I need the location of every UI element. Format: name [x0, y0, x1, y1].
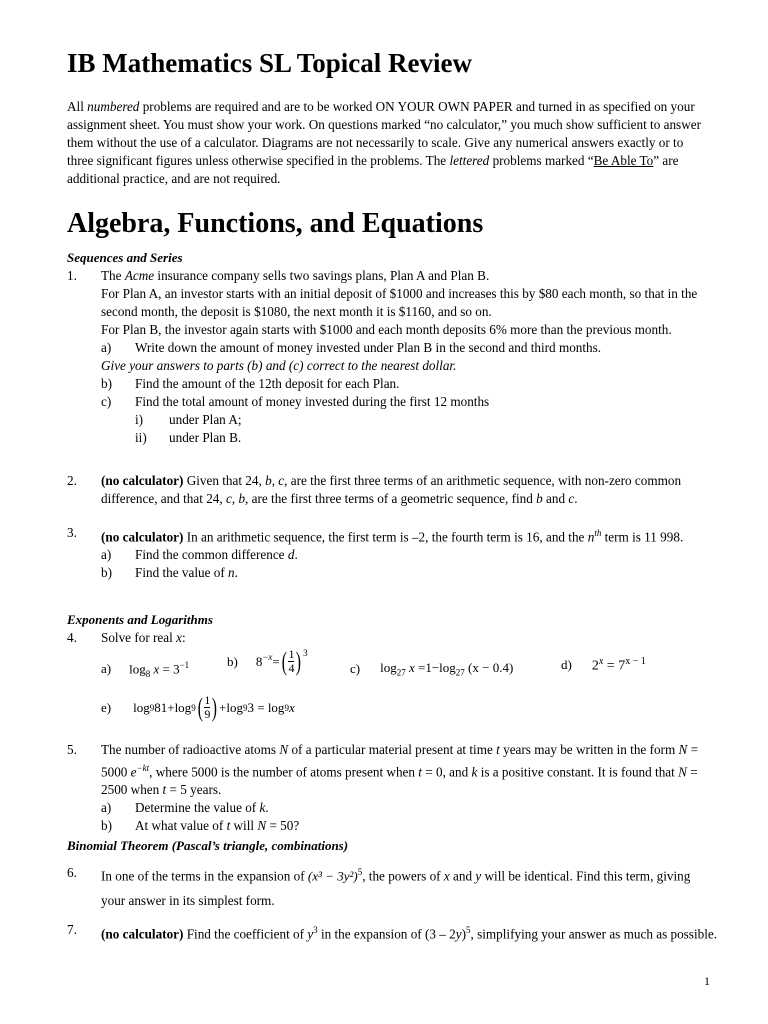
math-sup: x: [598, 656, 604, 667]
part-text: [135, 564, 717, 582]
numerator: 1: [204, 693, 211, 707]
text: = 0, and: [421, 764, 472, 780]
text: k: [259, 800, 266, 816]
note-text: Give your answers to parts (b) and (c) correct to the nearest dollar.: [101, 358, 457, 373]
text: b: [536, 491, 543, 506]
part-text: under Plan A;: [169, 412, 242, 427]
paren-left: (: [197, 692, 203, 722]
part-label: a): [101, 340, 112, 355]
part-text: [135, 546, 717, 564]
question-number: 3.: [67, 525, 77, 540]
text: Acme: [124, 268, 155, 283]
equation-4e: [133, 694, 295, 721]
question-text: For Plan B, the investor again starts with $1000 and each month deposits 6% more than the previous month.: [101, 322, 672, 337]
text: , where 5000 is the number of atoms present when: [149, 764, 419, 780]
part-label: c): [350, 660, 361, 676]
question-4: [67, 629, 717, 647]
text: y: [455, 926, 462, 942]
question-5: [67, 741, 717, 835]
part-label: b): [101, 376, 112, 391]
text: N: [678, 764, 687, 780]
part-b: [101, 817, 717, 835]
intro-lettered: lettered: [449, 153, 490, 168]
problem-4b: [227, 648, 308, 675]
math-text: (x − 0.4): [468, 660, 514, 675]
text: in the expansion of (3 – 2: [317, 926, 456, 942]
question-number: 6.: [67, 865, 77, 880]
text: N: [257, 818, 267, 834]
denominator: 9: [204, 707, 211, 721]
math-sup: 5: [357, 867, 363, 877]
text: At what value of: [135, 818, 227, 834]
text: = 5 years.: [166, 782, 222, 798]
math-text: 2: [591, 658, 599, 674]
math-sub: 9: [149, 702, 155, 713]
text: ): [461, 926, 467, 942]
text: y: [475, 868, 482, 884]
math-text: 8: [255, 653, 263, 669]
math-sub: 9: [191, 702, 196, 713]
question-number: 5.: [67, 742, 77, 757]
intro-text: ” are additional practice, and are not required.: [67, 153, 679, 186]
question-number: 4.: [67, 630, 77, 645]
question-text: [101, 472, 717, 508]
text: c: [568, 491, 575, 506]
text: t: [162, 782, 167, 798]
math-sup: 3: [303, 648, 308, 658]
part-label: b): [227, 653, 238, 669]
part-text: [135, 817, 717, 835]
part-label: b): [101, 565, 112, 581]
math-sub: 9: [242, 702, 248, 713]
text: Given that 24,: [183, 473, 266, 488]
part-text: [135, 799, 717, 817]
intro-numbered: numbered: [87, 99, 140, 114]
part-c: [101, 393, 717, 411]
math-sup: −x: [262, 652, 273, 662]
text: c: [226, 491, 232, 506]
text: years may be written in the form: [499, 742, 679, 757]
part-label: d): [561, 657, 572, 673]
text: will be identical. Find this term, giving your answer in its simplest form.: [101, 868, 691, 909]
question-1: [67, 267, 717, 447]
question-number: 2.: [67, 473, 77, 488]
problem-4e: [101, 694, 295, 721]
text: and: [542, 491, 569, 506]
fraction: [288, 648, 294, 675]
question-text: [101, 267, 717, 285]
problem-4a: [101, 660, 189, 679]
part-text: under Plan B.: [169, 430, 242, 445]
text: insurance company sells two savings plans, Plan A and Plan B.: [154, 268, 490, 283]
text: Find the common difference: [135, 547, 288, 563]
math-text: x: [288, 699, 295, 715]
part-b: [101, 564, 717, 582]
intro-text: problems are required and are to be worked ON YOUR OWN PAPER and turned in as specified on your assignment sheet. You must show your work. On questions marked “no calculator,” you much show sufficient to answer them without the use of a calculator. Diagrams are not necessarily to scale. Give any numerical answers exactly or to three significant figures unless otherwise specified in the problems. The: [67, 99, 701, 168]
text: −kt: [136, 763, 150, 773]
text: In one of the terms in the expansion of: [101, 868, 308, 884]
text: and: [449, 868, 476, 884]
part-text: Find the amount of the 12th deposit for each Plan.: [135, 376, 400, 391]
math-sub: 9: [284, 702, 289, 713]
text: y: [307, 926, 314, 942]
text: b: [238, 491, 246, 506]
text: ,: [271, 473, 279, 488]
question-6: [67, 860, 717, 913]
page-title: IB Mathematics SL Topical Review: [67, 48, 473, 78]
no-calculator-label: (no calculator): [101, 529, 184, 545]
subsection-heading-binomial: Binomial Theorem (Pascal’s triangle, combinations): [67, 838, 349, 853]
math-sup: −1: [179, 660, 190, 670]
paren-right: ): [212, 692, 218, 722]
question-2: [67, 472, 717, 508]
part-a: [101, 339, 717, 357]
question-3: [67, 524, 717, 582]
fraction: [204, 694, 210, 721]
text: :: [181, 630, 186, 645]
question-number: 7.: [67, 922, 77, 937]
math-text: x: [405, 660, 415, 675]
part-label: ii): [135, 430, 147, 445]
paren-left: (: [281, 646, 287, 676]
no-calculator-label: (no calculator): [101, 926, 184, 942]
text: c: [278, 473, 285, 488]
text: N: [279, 742, 289, 757]
part-b: [101, 375, 717, 393]
text: .: [574, 491, 578, 506]
text: In an arithmetic sequence, the first term is –2, the fourth term is 16, and the: [183, 529, 588, 545]
text: t: [226, 818, 231, 834]
numerator: 1: [288, 647, 295, 661]
math-sup: 3: [313, 925, 318, 935]
no-calculator-label: (no calculator): [101, 473, 184, 488]
part-a: [101, 546, 717, 564]
part-c-ii: [135, 429, 717, 447]
text: , are the first three terms of a geometric sequence, find: [245, 491, 537, 506]
text: The: [101, 268, 125, 283]
math-expression: (x³ − 3y²): [307, 868, 358, 884]
part-a: [101, 799, 717, 817]
text: d: [287, 547, 295, 563]
part-label: b): [101, 818, 112, 834]
question-text: [101, 741, 717, 799]
equation-4d: [592, 656, 646, 675]
text: Find the value of: [135, 565, 229, 581]
part-label: a): [101, 547, 112, 563]
section-heading: Algebra, Functions, and Equations: [67, 208, 484, 239]
paren-right: ): [296, 646, 302, 676]
text: , simplifying your answer as much as possible.: [470, 926, 718, 942]
math-text: x: [153, 661, 160, 677]
part-label: c): [101, 394, 112, 409]
math-text: = 3: [159, 661, 180, 677]
text: th: [594, 528, 602, 538]
intro-text: problems marked “: [489, 153, 594, 168]
question-text: [101, 629, 717, 647]
text: = 5000: [101, 742, 699, 780]
text: k: [471, 764, 478, 780]
math-text: 81+log: [154, 699, 192, 715]
text: n: [587, 529, 595, 545]
text: .: [265, 800, 269, 816]
question-text: [101, 921, 717, 943]
text: .: [234, 565, 238, 581]
text: .: [294, 547, 298, 563]
text: is a positive constant. It is found that: [477, 764, 679, 780]
text: of a particular material present at time: [288, 742, 497, 757]
text: , the powers of: [362, 868, 444, 884]
math-sub: 27: [396, 667, 406, 678]
part-text: Write down the amount of money invested under Plan B in the second and third months.: [135, 340, 602, 355]
question-text: [101, 860, 717, 913]
text: t: [496, 742, 500, 757]
math-sup: 5: [466, 925, 471, 935]
math-sub: 8: [145, 668, 151, 679]
text: Determine the value of: [135, 800, 260, 816]
part-text: Find the total amount of money invested during the first 12 months: [135, 394, 490, 409]
text: Find the coefficient of: [183, 926, 308, 942]
text: term is 11 998.: [601, 529, 684, 545]
subsection-heading-exponents: Exponents and Logarithms: [67, 612, 213, 627]
part-label: a): [101, 800, 112, 816]
subsection-heading-sequences: Sequences and Series: [67, 250, 183, 265]
part-label: i): [135, 412, 144, 427]
math-text: =: [272, 653, 280, 669]
intro-be-able-to: Be Able To: [593, 153, 654, 168]
text: will: [230, 818, 258, 834]
math-text: 3 = log: [247, 699, 285, 715]
text: x: [443, 868, 450, 884]
question-number: 1.: [67, 268, 77, 283]
equation-4a: [129, 660, 189, 679]
math-text: log: [133, 699, 150, 715]
text: , are the first three terms of an arithmetic sequence, with non-zero common difference, and that 24,: [101, 473, 682, 506]
page-number: 1: [704, 974, 710, 988]
text: e: [130, 764, 137, 780]
text: n: [228, 565, 235, 581]
math-text: =1−log: [414, 660, 456, 675]
text: = 50?: [266, 818, 300, 834]
text: b: [265, 473, 272, 488]
problem-4d: [561, 656, 646, 675]
intro-paragraph: [67, 98, 711, 188]
math-text: +log: [219, 699, 243, 715]
math-text: log: [380, 660, 397, 675]
math-text: = 7: [603, 658, 626, 674]
text: = 2500 when: [101, 764, 698, 798]
math-text: log: [129, 661, 146, 677]
denominator: 4: [288, 661, 295, 675]
problem-4c: [350, 660, 513, 678]
part-label: e): [101, 699, 112, 715]
math-sub: 27: [455, 667, 465, 678]
text: ,: [231, 491, 239, 506]
question-7: [67, 921, 717, 943]
text: t: [418, 764, 422, 780]
math-sup: x − 1: [625, 656, 646, 667]
text: N: [678, 742, 688, 757]
part-label: a): [101, 661, 112, 677]
text: x: [176, 630, 182, 645]
equation-4b: [256, 648, 308, 675]
equation-4c: [380, 660, 513, 678]
question-text: For Plan A, an investor starts with an initial deposit of $1000 and increases this by $80 each month, so that in the second month, the deposit is $1080, the next month it is $1160, and so on.: [101, 286, 698, 319]
text: Solve for real: [101, 630, 177, 645]
text: The number of radioactive atoms: [101, 742, 280, 757]
part-c-i: [135, 411, 717, 429]
question-text: [101, 524, 717, 546]
intro-text: All: [67, 99, 88, 114]
